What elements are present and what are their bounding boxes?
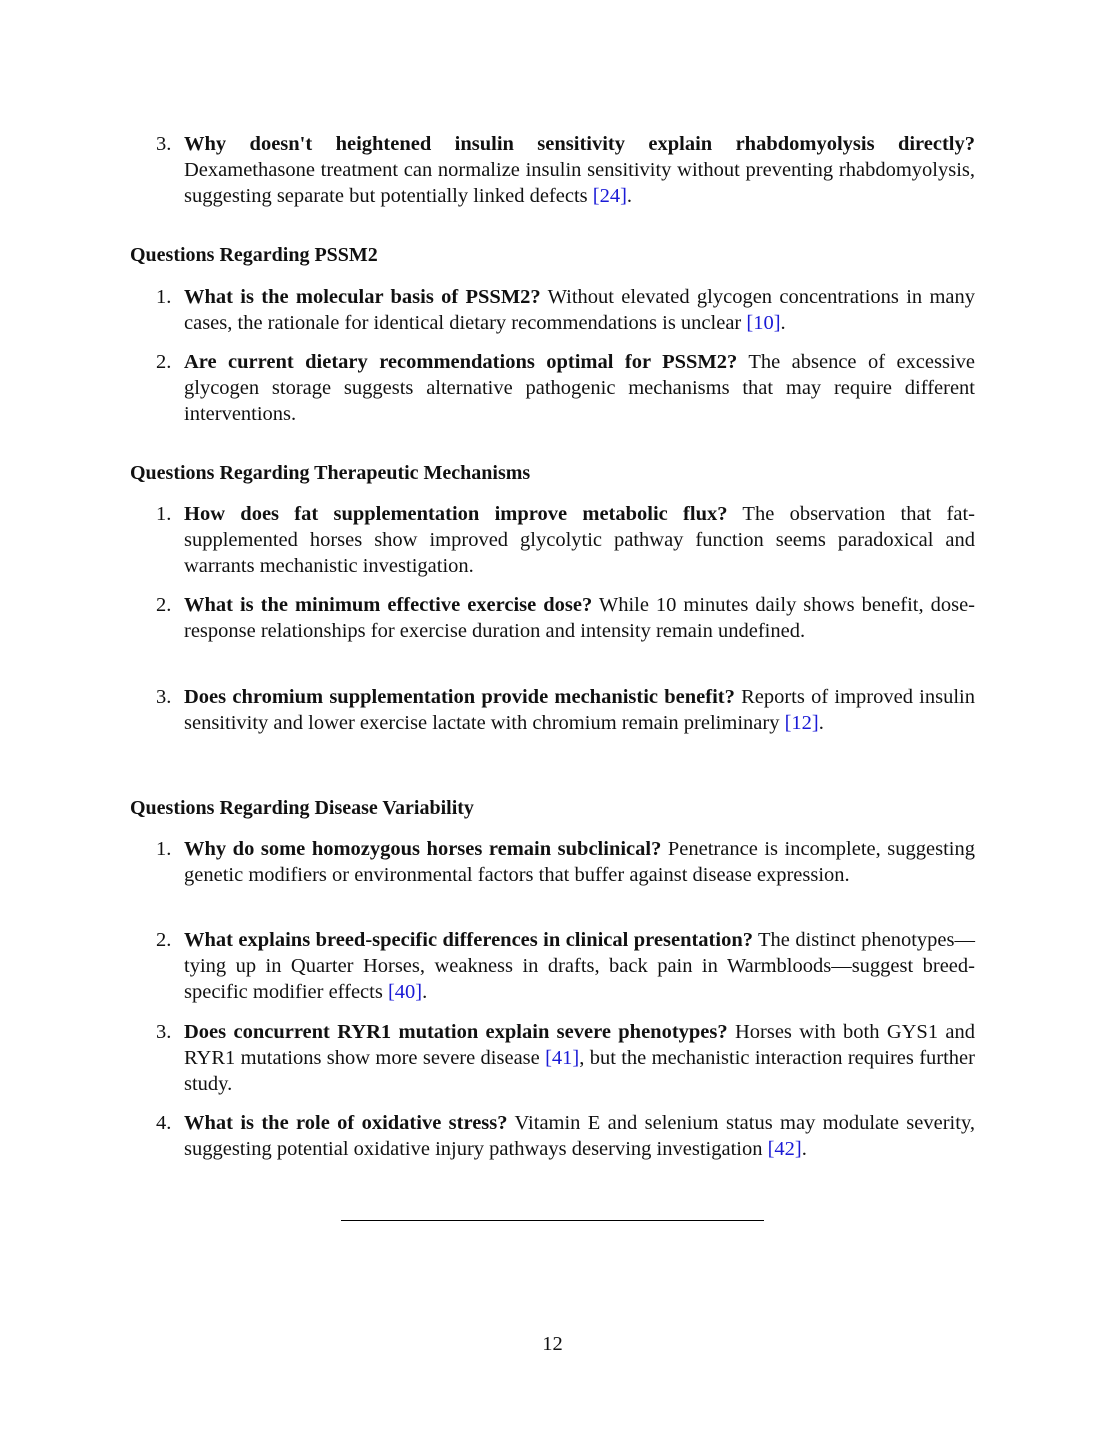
list-item — [156, 592, 976, 644]
item-text: The absence of excessive glycogen storage suggests alternative pathogenic mechanisms that may require different interventions. — [184, 351, 976, 426]
list-item — [156, 284, 975, 336]
list-item — [156, 131, 975, 210]
citation-link[interactable]: [10] — [746, 312, 781, 335]
item-text: Reports of improved insulin sensitivity and lower exercise lactate with chromium remain preliminary — [184, 686, 975, 735]
item-number: 3. — [156, 686, 172, 708]
item-tail: . — [626, 185, 633, 208]
item-text: Penetrance is incomplete, suggesting genetic modifiers or environmental factors that buffer against disease expression. — [184, 838, 975, 887]
item-number: 2. — [156, 594, 172, 616]
item-question: What is the minimum effective exercise dose? — [184, 594, 593, 616]
item-number: 3. — [156, 1021, 172, 1043]
item-text: The distinct phenotypes—tying up in Quarter Horses, weakness in drafts, back pain in Warmbloods—suggest breed-specific modifier effects — [184, 929, 975, 1004]
item-question: Why do some homozygous horses remain subclinical? — [184, 838, 662, 860]
item-question: Why doesn't heightened insulin sensitivity explain rhabdomyolysis directly? — [184, 133, 975, 155]
section-heading: Questions Regarding PSSM2 — [130, 244, 378, 266]
item-tail: . — [422, 981, 428, 1004]
item-question: Are current dietary recommendations optimal for PSSM2? — [184, 351, 738, 373]
item-number: 1. — [156, 838, 172, 860]
item-text: The observation that fat-supplemented horses show improved glycolytic pathway function seems paradoxical and warrants mechanistic investigation. — [184, 503, 975, 578]
item-text: Dexamethasone treatment can normalize insulin sensitivity without preventing rhabdomyolysis, suggesting separate but potentially linked defects — [184, 159, 975, 208]
item-number: 2. — [156, 351, 172, 373]
item-number: 3. — [156, 133, 172, 155]
item-question: What explains breed-specific differences in clinical presentation? — [184, 929, 753, 951]
item-number: 1. — [156, 286, 172, 308]
item-number: 4. — [156, 1112, 172, 1134]
item-question: Does chromium supplementation provide mechanistic benefit? — [184, 686, 735, 708]
item-question: How does fat supplementation improve metabolic flux? — [184, 503, 728, 525]
horizontal-divider — [341, 1220, 764, 1221]
citation-link[interactable]: [42] — [767, 1138, 802, 1161]
item-number: 1. — [156, 503, 172, 525]
item-tail: . — [818, 712, 824, 735]
list-item — [156, 349, 976, 428]
list-item — [156, 927, 975, 1006]
section-heading: Questions Regarding Therapeutic Mechanisms — [130, 462, 531, 484]
item-tail: . — [801, 1138, 807, 1161]
item-text: While 10 minutes daily shows benefit, dose-response relationships for exercise duration and intensity remain undefined. — [184, 594, 976, 643]
citation-link[interactable]: [24] — [592, 185, 627, 208]
citation-link[interactable]: [40] — [387, 981, 423, 1004]
item-text: Horses with both GYS1 and RYR1 mutations show more severe disease — [184, 1021, 976, 1070]
citation-link[interactable]: [12] — [784, 712, 819, 735]
list-item — [156, 684, 975, 736]
list-item — [156, 836, 975, 888]
page-number: 12 — [542, 1333, 563, 1355]
list-item — [156, 501, 975, 580]
section-heading: Questions Regarding Disease Variability — [130, 797, 474, 819]
item-text: Without elevated glycogen concentrations in many cases, the rationale for identical dietary recommendations is unclear — [184, 286, 975, 335]
citation-link[interactable]: [41] — [545, 1047, 580, 1070]
item-tail: . — [780, 312, 786, 335]
item-number: 2. — [156, 929, 172, 951]
item-text: Vitamin E and selenium status may modulate severity, suggesting potential oxidative injury pathways deserving investigation — [184, 1112, 975, 1161]
item-tail: , but the mechanistic interaction requires further study. — [184, 1047, 975, 1096]
item-question: What is the molecular basis of PSSM2? — [184, 286, 541, 308]
list-item — [156, 1019, 976, 1098]
item-question: Does concurrent RYR1 mutation explain severe phenotypes? — [184, 1021, 728, 1043]
list-item — [156, 1110, 975, 1162]
item-question: What is the role of oxidative stress? — [184, 1112, 508, 1134]
